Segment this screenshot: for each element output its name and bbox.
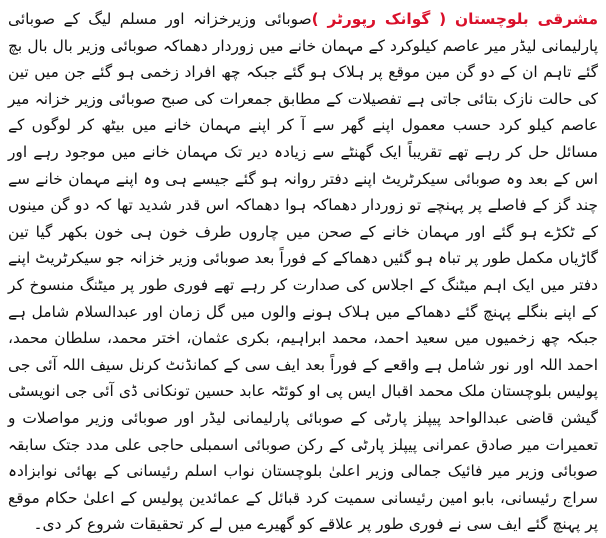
article-dateline: مشرقی بلوچستان ( گوانک رپورٹر ) — [311, 10, 598, 28]
news-article — [8, 6, 598, 534]
article-body: صوبائی وزیرخزانہ اور مسلم لیگ کے صوبائی پارلیمانی لیڈر میر عاصم کیلوکرد کے مہمان خانے میں زوردار دھماکہ صوبائی وزیر بال بال بچ گئے تاہم ان کے دو گن مین موقع پر ہلاک ہو گئے جبکہ چھ افراد زخمی ہو گئے جن میں تین کی حالت نازک بتائی جاتی ہے تفصیلات کے مطابق جمعرات کی صبح صوبائی وزیر خزانہ میر عاصم کیلو کرد حسب معمول اپنے گھر سے آ کر اپنے مہمان خانے میں بیٹھ کر لوگوں کے مسائل حل کر رہے تھے تقریباً ایک گھنٹے سے زیادہ دیر تک مہمان خانے میں موجود رہے اور اس کے بعد وہ صوبائی سیکرٹریٹ اپنے دفتر روانہ ہو گئے جیسے ہی وہ اپنے مہمان خانے سے چند گز کے فاصلے پر پہنچے تو زوردار دھماکہ ہوا دھماکہ اس قدر شدید تھا کہ دو گن مینوں کے ٹکڑے ہو گئے اور مہمان خانے کے صحن میں چاروں طرف خون ہی خون بکھر گیا تین گاڑیاں مکمل طور پر تباہ ہو گئیں دھماکے کے فوراً بعد صوبائی وزیر خزانہ جو سیکرٹریٹ اپنے دفتر میں ایک اہم میٹنگ کے اجلاس کی صدارت کر رہے تھے فوری طور پر میٹنگ منسوخ کر کے اپنے بنگلے پہنچ گئے دھماکے میں ہلاک ہونے والوں میں گل زمان اور عبدالسلام شامل ہے جبکہ چھ زخمیوں میں سعید احمد، محمد ابراہیم، بکری عثمان، اختر محمد، سلطان محمد، احمد اللہ اور نور شامل ہے واقعے کے فوراً بعد ایف سی کے کمانڈنٹ کرنل سیف اللہ آئی جی پولیس بلوچستان ملک محمد اقبال ایس پی او کوئٹہ عابد حسین تونکانی ڈی آئی جی انویسٹی گیشن قاضی عبدالواحد پیپلز پارٹی کے صوبائی پارلیمانی لیڈر اور صوبائی وزیر مواصلات و تعمیرات میر صادق عمرانی پیپلز پارٹی کے رکن صوبائی اسمبلی حاجی علی مدد جتک سابقہ صوبائی وزیر میر فائیک جمالی وزیر اعلیٰ بلوچستان نواب اسلم رئیسانی کے بھائی نوابزادہ سراج رئیسانی، بابو امین رئیسانی سمیت کرد قبائل کے عمائدین پولیس کے اعلیٰ حکام موقع پر پہنچ گئے ایف سی نے فوری طور پر علاقے کو گھیرے میں لے کر تحقیقات شروع کر دی۔ — [8, 10, 598, 534]
